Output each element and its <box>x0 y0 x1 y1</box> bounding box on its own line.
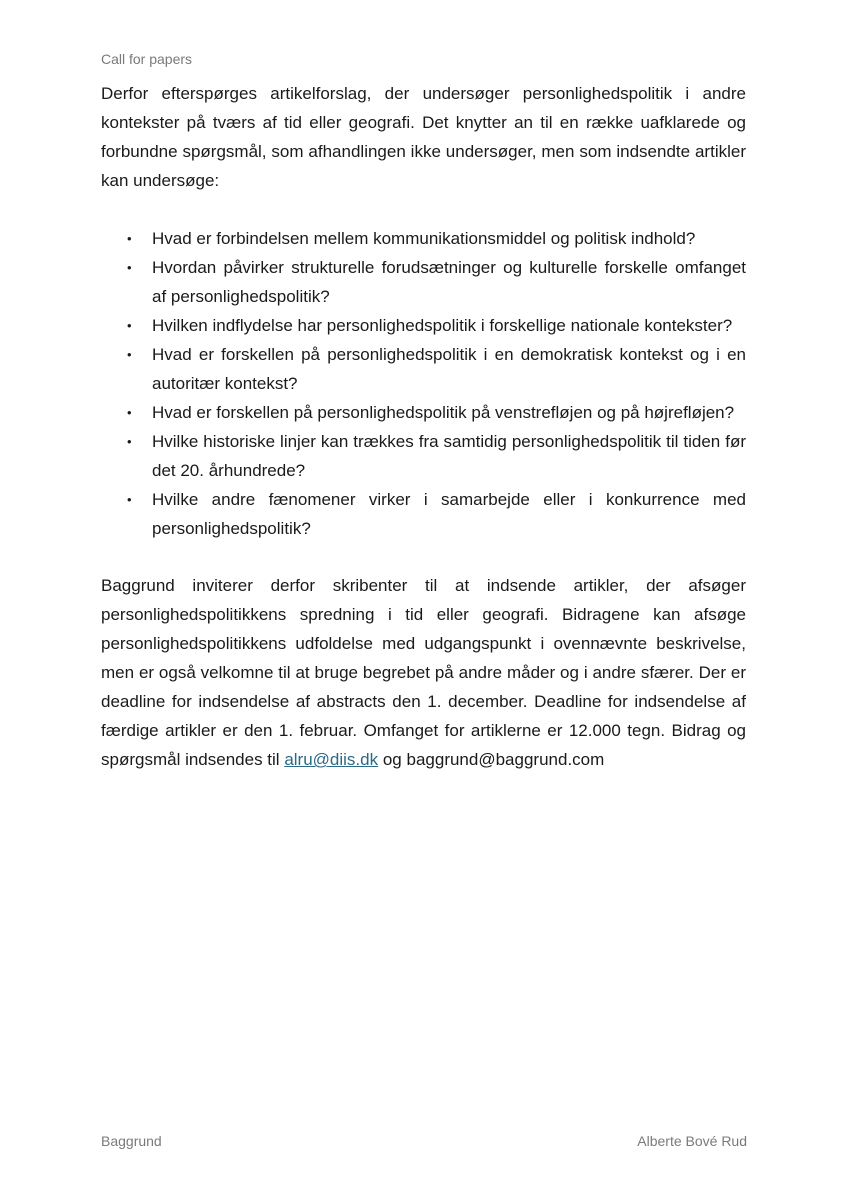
list-item <box>101 340 746 398</box>
closing-text: Baggrund inviterer derfor skribenter til at indsende artikler, der afsøger personlighedspolitikkens spredning i tid eller geografi. Bidragene kan afsøge personlighedspolitikkens udfoldelse med udgangspunkt i ovennævnte beskrivelse, men er også velkomne til at bruge begrebet på andre måder og i andre sfærer. Der er deadline for indsendelse af abstracts den 1. december. Deadline for indsendelse af færdige artikler er den 1. februar. Omfanget for artiklerne er 12.000 tegn. Bidrag og spørgsmål indsendes til <box>101 576 746 769</box>
page-header: Call for papers <box>101 51 193 67</box>
list-item <box>101 253 746 311</box>
list-item-text: Hvad er forbindelsen mellem kommunikationsmiddel og politisk indhold? <box>152 229 696 248</box>
bullet-icon: • <box>127 405 132 420</box>
bullet-icon: • <box>127 492 132 507</box>
footer-right: Alberte Bové Rud <box>637 1133 747 1149</box>
document-body <box>101 79 746 774</box>
list-item <box>101 427 746 485</box>
bullet-icon: • <box>127 318 132 333</box>
list-item-text: Hvilke historiske linjer kan trækkes fra samtidig personlighedspolitik til tiden før det 20. århundrede? <box>152 432 746 480</box>
joiner-text: og <box>382 750 402 769</box>
email-plain: baggrund@baggrund.com <box>406 750 605 769</box>
list-item <box>101 485 746 543</box>
list-item-text: Hvilke andre fænomener virker i samarbejde eller i konkurrence med personlighedspolitik? <box>152 490 746 538</box>
intro-paragraph: Derfor efterspørges artikelforslag, der undersøger personlighedspolitik i andre kontekster på tværs af tid eller geografi. Det knytter an til en række uafklarede og forbundne spørgsmål, som afhandlingen ikke undersøger, men som indsendte artikler kan undersøge: <box>101 84 746 190</box>
bullet-icon: • <box>127 434 132 449</box>
list-item-text: Hvilken indflydelse har personlighedspolitik i forskellige nationale kontekster? <box>152 316 733 335</box>
list-item <box>101 224 746 253</box>
list-item-text: Hvad er forskellen på personlighedspolitik på venstrefløjen og på højrefløjen? <box>152 403 735 422</box>
closing-paragraph <box>101 571 746 774</box>
question-list <box>101 224 746 543</box>
bullet-icon: • <box>127 347 132 362</box>
list-item <box>101 398 746 427</box>
list-item <box>101 311 746 340</box>
bullet-icon: • <box>127 231 132 246</box>
list-item-text: Hvordan påvirker strukturelle forudsætninger og kulturelle forskelle omfanget af personlighedspolitik? <box>152 258 746 306</box>
bullet-icon: • <box>127 260 132 275</box>
list-item-text: Hvad er forskellen på personlighedspolitik i en demokratisk kontekst og i en autoritær kontekst? <box>152 345 746 393</box>
email-link[interactable]: alru@diis.dk <box>284 750 379 769</box>
footer-left: Baggrund <box>101 1133 162 1149</box>
